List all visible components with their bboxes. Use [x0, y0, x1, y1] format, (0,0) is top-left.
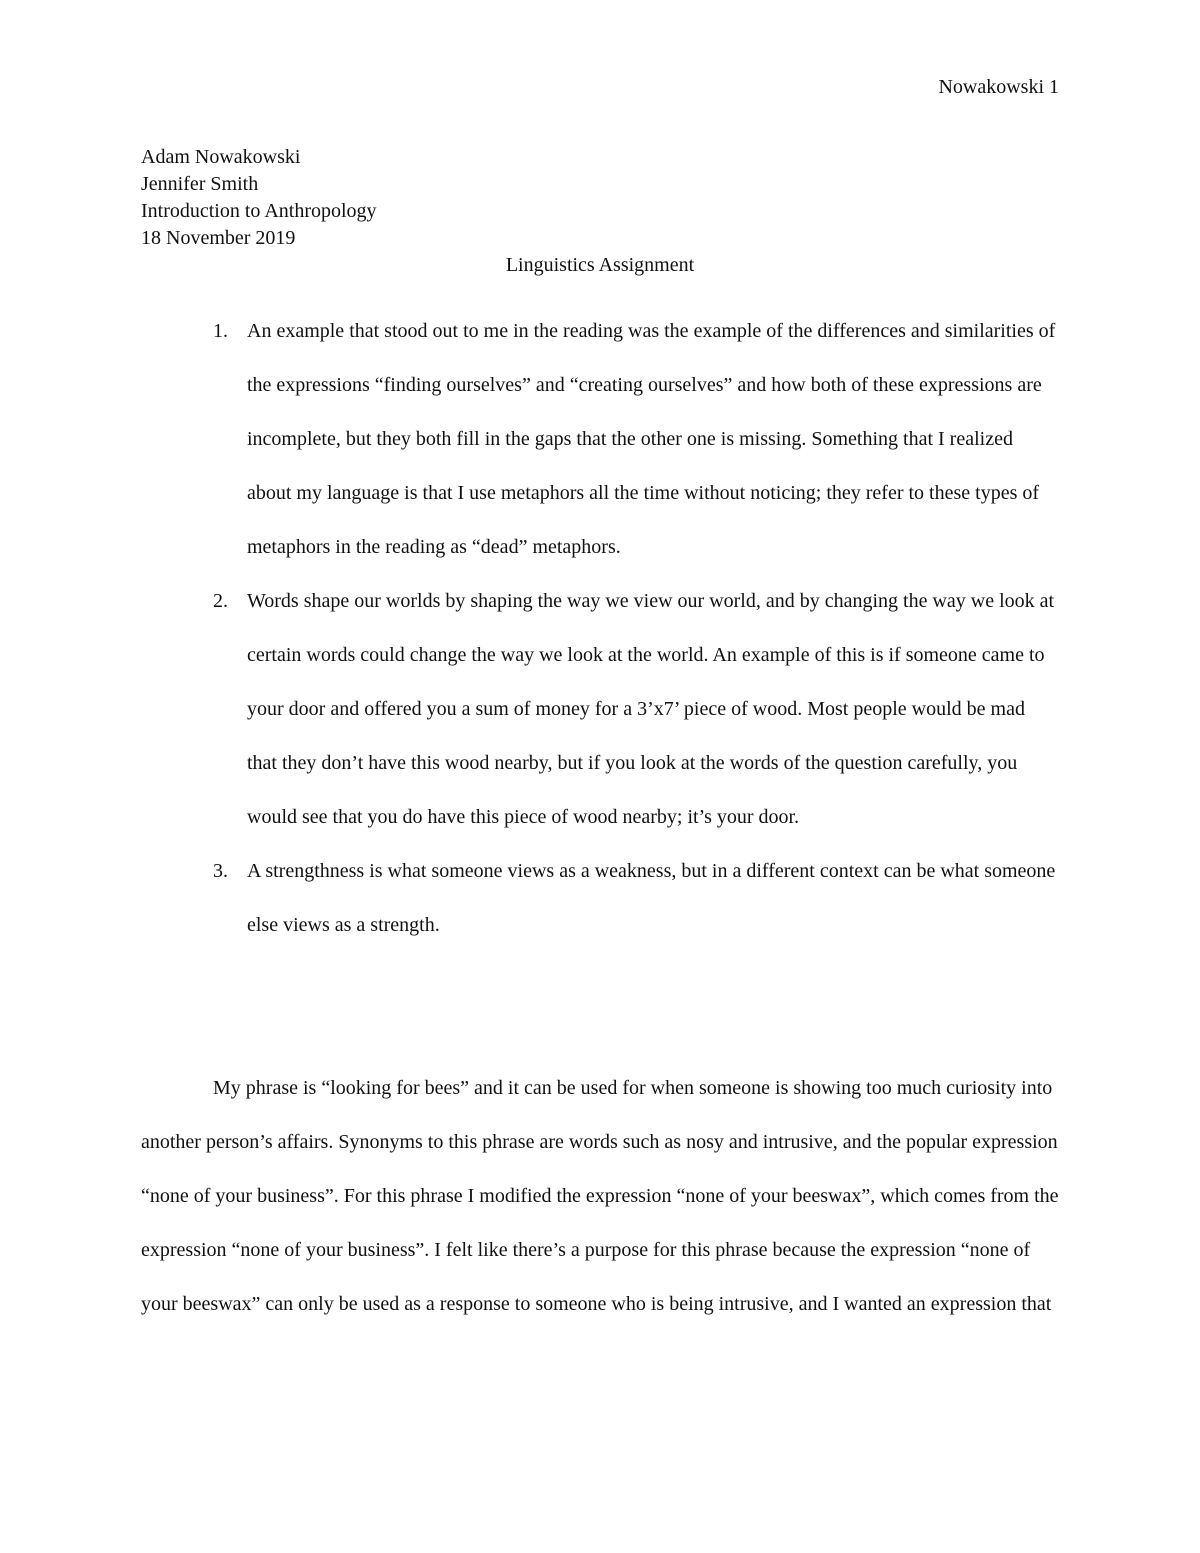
- list-item: [141, 574, 1059, 844]
- list-item-text: An example that stood out to me in the reading was the example of the differences and similarities of the expressions “finding ourselves” and “creating ourselves” and how both of these expressions are incomplete, but they both fill in the gaps that the other one is missing. Something that I realized about my language is that I use metaphors all the time without noticing; they refer to these types of metaphors in the reading as “dead” metaphors.: [247, 320, 1056, 558]
- list-item-number: 2.: [213, 590, 228, 612]
- running-head: Nowakowski 1: [938, 76, 1059, 98]
- list-item-text: A strengthness is what someone views as a weakness, but in a different context can be what someone else views as a strength.: [247, 860, 1056, 936]
- document-title: Linguistics Assignment: [505, 254, 695, 276]
- student-name: Adam Nowakowski: [141, 146, 301, 168]
- mla-heading: [141, 144, 377, 252]
- list-item: [141, 844, 1059, 952]
- list-item-number: 3.: [213, 860, 228, 882]
- instructor-name: Jennifer Smith: [141, 173, 259, 195]
- list-item: [141, 304, 1059, 574]
- course-name: Introduction to Anthropology: [141, 200, 377, 222]
- body-paragraph: My phrase is “looking for bees” and it can be used for when someone is showing too much curiosity into another person’s affairs. Synonyms to this phrase are words such as nosy and intrusive, and the popular expression “none of your business”. For this phrase I modified the expression “none of your beeswax”, which comes from the expression “none of your business”. I felt like there’s a purpose for this phrase because the expression “none of your beeswax” can only be used as a response to someone who is being intrusive, and I wanted an expression that: [141, 1077, 1059, 1315]
- assignment-date: 18 November 2019: [141, 227, 296, 249]
- answers-list: [141, 304, 1059, 952]
- list-item-text: Words shape our worlds by shaping the way we view our world, and by changing the way we look at certain words could change the way we look at the world. An example of this is if someone came to your door and offered you a sum of money for a 3’x7’ piece of wood. Most people would be mad that they don’t have this wood nearby, but if you look at the words of the question carefully, you would see that you do have this piece of wood nearby; it’s your door.: [247, 590, 1055, 828]
- list-item-number: 1.: [213, 320, 228, 342]
